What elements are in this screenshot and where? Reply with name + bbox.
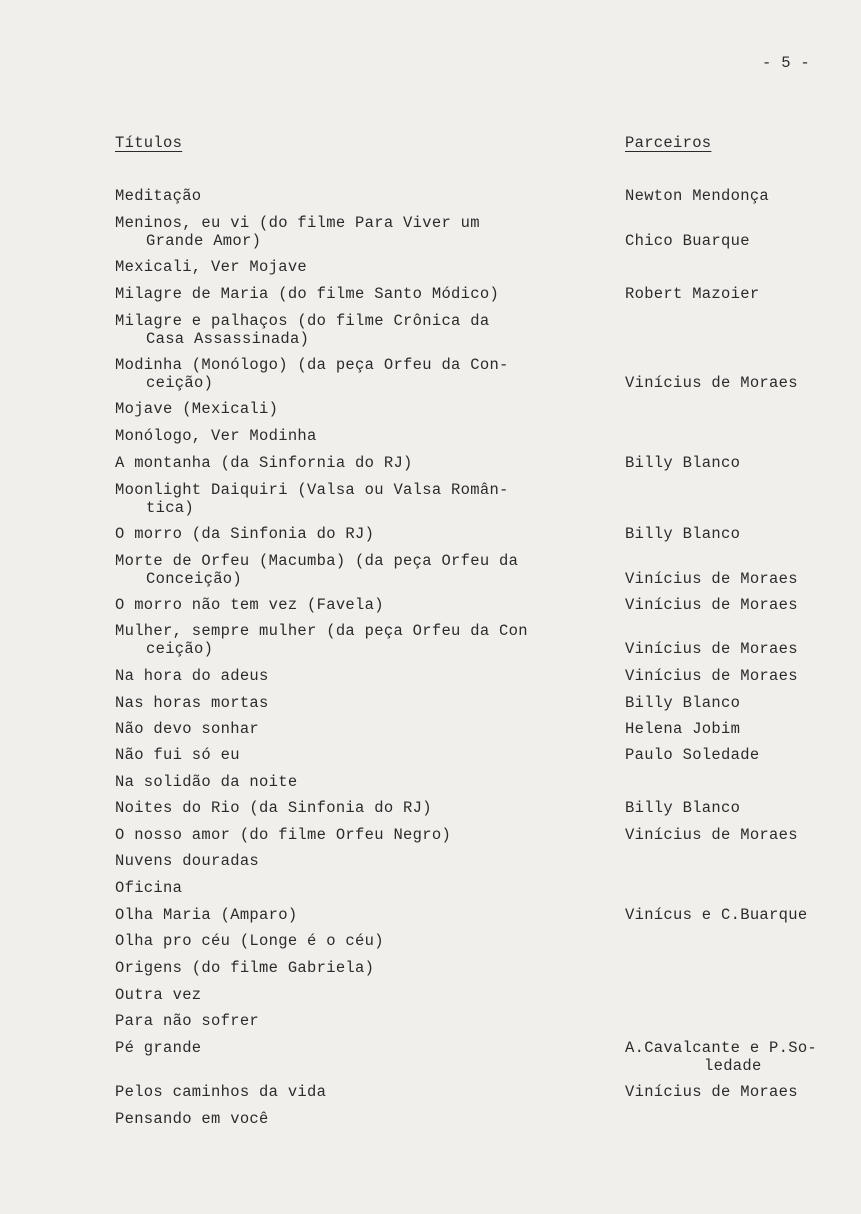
song-title — [115, 427, 585, 445]
song-title-line: Olha Maria (Amparo) — [115, 906, 298, 924]
song-title-line: Meninos, eu vi (do filme Para Viver um — [115, 214, 480, 232]
song-title-line: O nosso amor (do filme Orfeu Negro) — [115, 826, 452, 844]
song-title-line: Mojave (Mexicali) — [115, 400, 279, 418]
song-title-line: Na solidão da noite — [115, 773, 298, 791]
song-title-line: Mulher, sempre mulher (da peça Orfeu da Con — [115, 622, 528, 640]
song-partner — [625, 525, 850, 543]
song-title — [115, 312, 585, 348]
song-title — [115, 214, 585, 250]
song-title-line: Origens (do filme Gabriela) — [115, 959, 375, 977]
partner-name: Billy Blanco — [625, 799, 741, 817]
partner-name: Vinícius de Moraes — [625, 570, 798, 588]
song-partner — [625, 232, 850, 250]
partner-name-continuation: ledade — [704, 1057, 762, 1075]
song-title — [115, 746, 585, 764]
song-title-line: A montanha (da Sinfornia do RJ) — [115, 454, 413, 472]
partner-name: Vinícus e C.Buarque — [625, 906, 808, 924]
song-title-continuation: tica) — [146, 499, 195, 517]
partner-name: Vinícius de Moraes — [625, 826, 798, 844]
song-title — [115, 667, 585, 685]
song-title — [115, 879, 585, 897]
song-title-line: Olha pro céu (Longe é o céu) — [115, 932, 384, 950]
song-title-line: Na hora do adeus — [115, 667, 269, 685]
song-title — [115, 694, 585, 712]
song-partner — [625, 640, 850, 658]
song-partner — [625, 1039, 850, 1075]
partner-name: Newton Mendonça — [625, 187, 770, 205]
song-title-continuation: ceição) — [146, 640, 214, 658]
song-title — [115, 596, 585, 614]
song-title — [115, 986, 585, 1004]
partner-name: Chico Buarque — [625, 232, 750, 250]
partner-name: Helena Jobim — [625, 720, 741, 738]
song-title-line: Oficina — [115, 879, 183, 897]
song-title-continuation: ceição) — [146, 374, 214, 392]
song-title — [115, 481, 585, 517]
song-title — [115, 826, 585, 844]
partner-name: Vinícius de Moraes — [625, 596, 798, 614]
song-title — [115, 400, 585, 418]
song-title-line: Morte de Orfeu (Macumba) (da peça Orfeu da — [115, 552, 519, 570]
song-partner — [625, 720, 850, 738]
song-title-continuation: Conceição) — [146, 570, 243, 588]
song-partner — [625, 454, 850, 472]
song-title-line: O morro (da Sinfonia do RJ) — [115, 525, 375, 543]
song-title — [115, 1083, 585, 1101]
song-title — [115, 285, 585, 303]
song-partner — [625, 285, 850, 303]
song-partner — [625, 906, 850, 924]
song-title — [115, 454, 585, 472]
partner-name: Vinícius de Moraes — [625, 667, 798, 685]
song-title — [115, 1110, 585, 1128]
song-title — [115, 720, 585, 738]
song-title-line: Noites do Rio (da Sinfonia do RJ) — [115, 799, 432, 817]
song-title-line: Nuvens douradas — [115, 852, 260, 870]
song-partner — [625, 187, 850, 205]
song-partner — [625, 799, 850, 817]
song-title — [115, 852, 585, 870]
song-title-line: Mexicali, Ver Mojave — [115, 258, 308, 276]
song-title — [115, 552, 585, 588]
partner-name: Robert Mazoier — [625, 285, 760, 303]
song-title-line: Milagre e palhaços (do filme Crônica da — [115, 312, 490, 330]
song-title — [115, 525, 585, 543]
song-title — [115, 1012, 585, 1030]
song-partner — [625, 826, 850, 844]
song-partner — [625, 596, 850, 614]
song-partner — [625, 1083, 850, 1101]
song-title-line: Não fui só eu — [115, 746, 240, 764]
song-title — [115, 773, 585, 791]
partner-name: Vinícius de Moraes — [625, 1083, 798, 1101]
partner-name: Billy Blanco — [625, 694, 741, 712]
song-title-line: Pensando em você — [115, 1110, 269, 1128]
partner-name: Vinícius de Moraes — [625, 374, 798, 392]
song-title-line: Outra vez — [115, 986, 202, 1004]
song-title-line: Nas horas mortas — [115, 694, 269, 712]
song-partner — [625, 570, 850, 588]
song-partner — [625, 374, 850, 392]
song-title-line: Não devo sonhar — [115, 720, 260, 738]
song-title-line: Para não sofrer — [115, 1012, 260, 1030]
song-title — [115, 258, 585, 276]
song-title — [115, 356, 585, 392]
song-partner — [625, 746, 850, 764]
titles-column-header: Títulos — [115, 134, 183, 152]
song-partner — [625, 667, 850, 685]
song-title — [115, 799, 585, 817]
partners-column-header: Parceiros — [625, 134, 712, 152]
partner-name: Billy Blanco — [625, 454, 741, 472]
song-title-line: Meditação — [115, 187, 202, 205]
page-number: - 5 - — [762, 54, 811, 72]
song-title-continuation: Casa Assassinada) — [146, 330, 310, 348]
song-title-line: O morro não tem vez (Favela) — [115, 596, 384, 614]
song-title — [115, 187, 585, 205]
partner-name: A.Cavalcante e P.So- — [625, 1039, 818, 1057]
song-title — [115, 622, 585, 658]
song-title — [115, 932, 585, 950]
song-title-line: Monólogo, Ver Modinha — [115, 427, 317, 445]
song-title-line: Pé grande — [115, 1039, 202, 1057]
song-title — [115, 1039, 585, 1057]
song-partner — [625, 694, 850, 712]
partner-name: Paulo Soledade — [625, 746, 760, 764]
song-title — [115, 959, 585, 977]
song-title — [115, 906, 585, 924]
song-title-continuation: Grande Amor) — [146, 232, 262, 250]
song-title-line: Modinha (Monólogo) (da peça Orfeu da Con- — [115, 356, 509, 374]
song-title-line: Pelos caminhos da vida — [115, 1083, 327, 1101]
partner-name: Billy Blanco — [625, 525, 741, 543]
song-title-line: Moonlight Daiquiri (Valsa ou Valsa Român- — [115, 481, 509, 499]
song-title-line: Milagre de Maria (do filme Santo Módico) — [115, 285, 500, 303]
partner-name: Vinícius de Moraes — [625, 640, 798, 658]
